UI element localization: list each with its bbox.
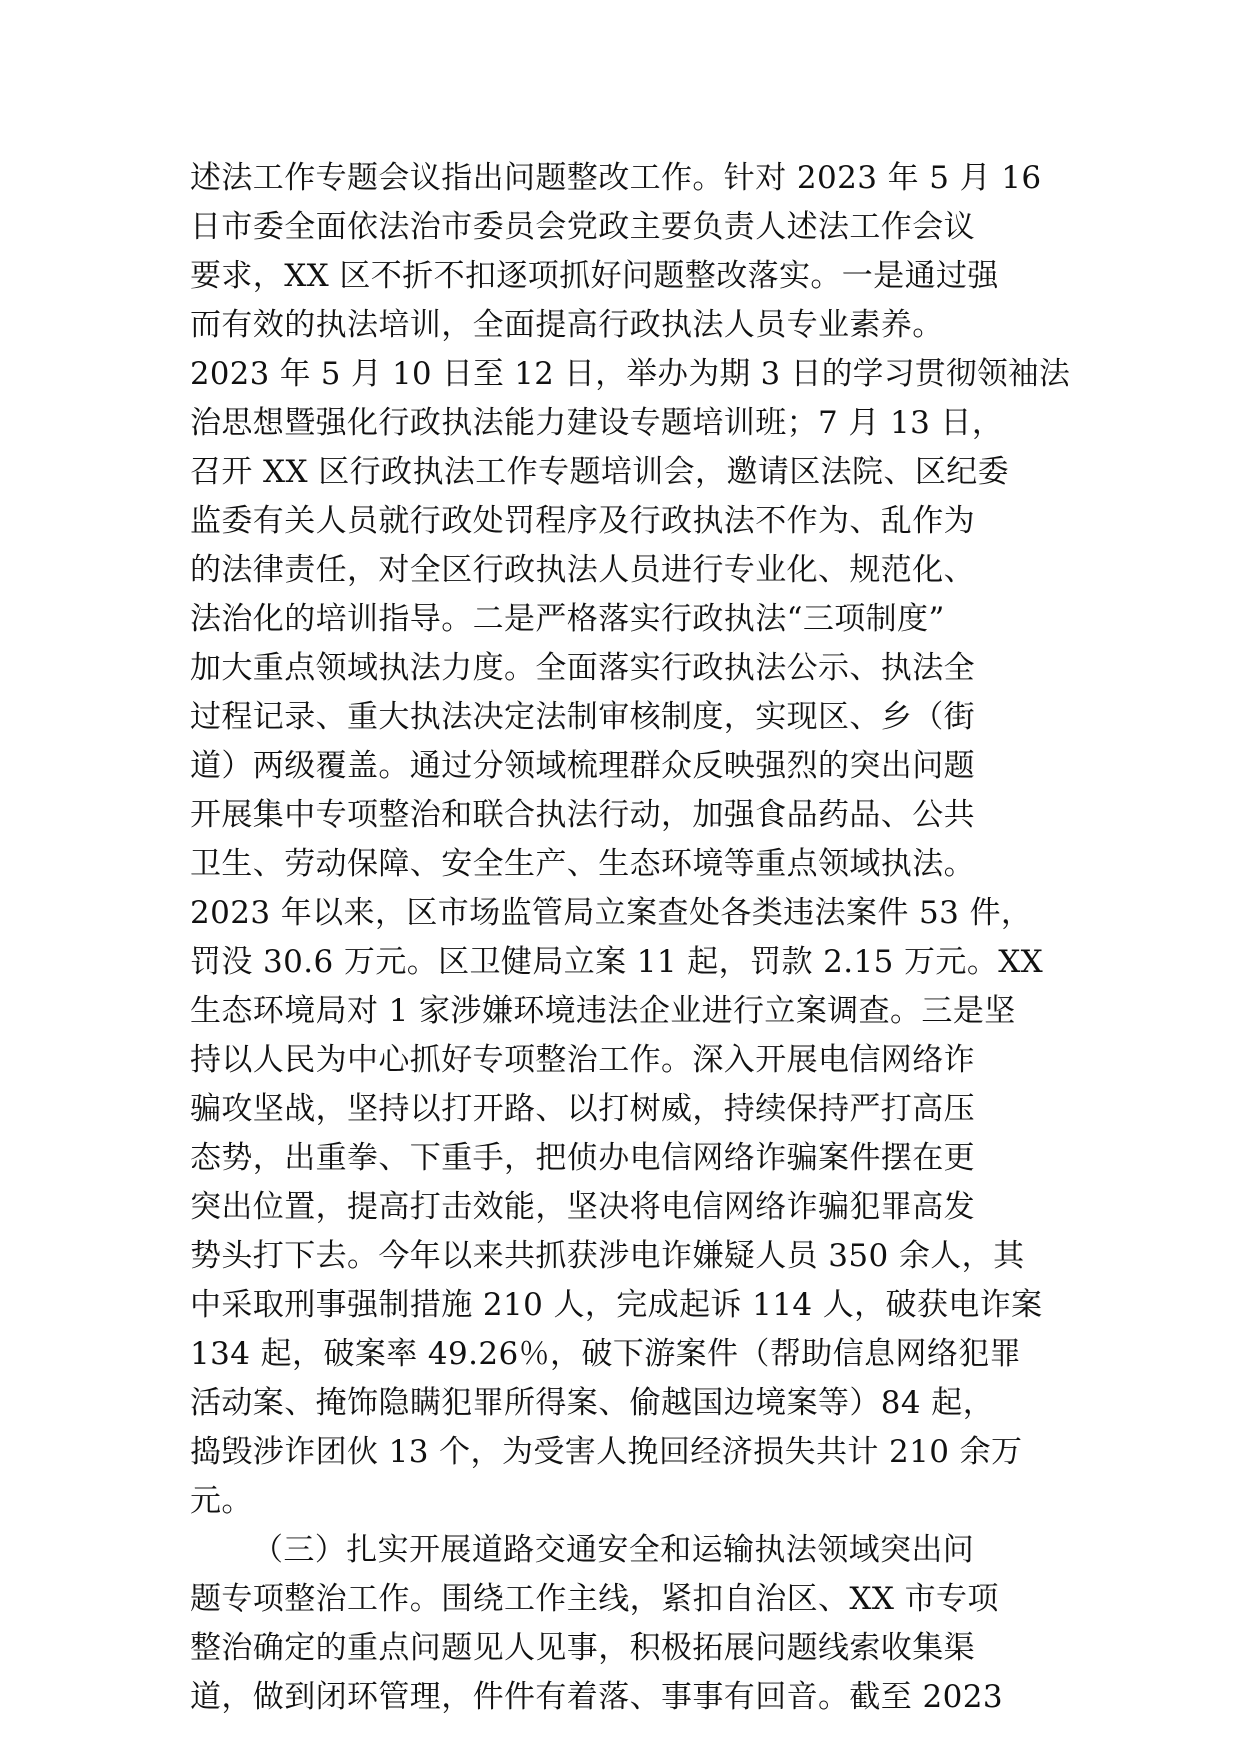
text-line: 过程记录、重大执法决定法制审核制度，实现区、乡（街 [190,699,975,735]
section-heading-line: （三）扎实开展道路交通安全和运输执法领域突出问 [252,1532,975,1568]
text-line: 活动案、掩饰隐瞒犯罪所得案、偷越国边境案等）84 起， [190,1385,995,1421]
text-line: 题专项整治工作。围绕工作主线，紧扣自治区、XX 市专项 [190,1581,999,1617]
text-line: 134 起，破案率 49.26％，破下游案件（帮助信息网络犯罪 [190,1336,1022,1372]
text-line: 监委有关人员就行政处罚程序及行政执法不作为、乱作为 [190,503,975,539]
text-line: 法治化的培训指导。二是严格落实行政执法“三项制度” [190,601,945,637]
text-line: 整治确定的重点问题见人见事，积极拓展问题线索收集渠 [190,1630,975,1666]
text-line: 捣毁涉诈团伙 13 个，为受害人挽回经济损失共计 210 余万 [190,1434,1023,1470]
text-line: 而有效的执法培训，全面提高行政执法人员专业素养。 [190,307,944,343]
text-line: 罚没 30.6 万元。区卫健局立案 11 起，罚款 2.15 万元。XX [190,944,1044,980]
text-line: 2023 年 5 月 10 日至 12 日，举办为期 3 日的学习贯彻领袖法 [190,356,1071,392]
text-line: 态势，出重拳、下重手，把侦办电信网络诈骗案件摆在更 [190,1140,975,1176]
text-line: 日市委全面依法治市委员会党政主要负责人述法工作会议 [190,209,975,245]
text-line: 加大重点领域执法力度。全面落实行政执法公示、执法全 [190,650,975,686]
text-line: 召开 XX 区行政执法工作专题培训会，邀请区法院、区纪委 [190,454,1010,490]
document-body [190,154,1070,1722]
text-line: 治思想暨强化行政执法能力建设专题培训班；7 月 13 日， [190,405,1004,441]
text-line: 的法律责任，对全区行政执法人员进行专业化、规范化、 [190,552,975,588]
text-line: 中采取刑事强制措施 210 人，完成起诉 114 人，破获电诈案 [190,1287,1043,1323]
text-line: 元。 [190,1483,253,1519]
text-line: 生态环境局对 1 家涉嫌环境违法企业进行立案调查。三是坚 [190,993,1016,1029]
text-line: 突出位置，提高打击效能，坚决将电信网络诈骗犯罪高发 [190,1189,975,1225]
text-line: 卫生、劳动保障、安全生产、生态环境等重点领域执法。 [190,846,975,882]
text-line: 2023 年以来，区市场监管局立案查处各类违法案件 53 件， [190,895,1033,931]
text-line: 骗攻坚战，坚持以打开路、以打树威，持续保持严打高压 [190,1091,975,1127]
text-line: 持以人民为中心抓好专项整治工作。深入开展电信网络诈 [190,1042,975,1078]
text-line: 道）两级覆盖。通过分领域梳理群众反映强烈的突出问题 [190,748,975,784]
text-line: 道，做到闭环管理，件件有着落、事事有回音。截至 2023 [190,1679,1003,1715]
text-line: 述法工作专题会议指出问题整改工作。针对 2023 年 5 月 16 [190,160,1042,196]
text-line: 要求，XX 区不折不扣逐项抓好问题整改落实。一是通过强 [190,258,999,294]
text-line: 开展集中专项整治和联合执法行动，加强食品药品、公共 [190,797,975,833]
text-line: 势头打下去。今年以来共抓获涉电诈嫌疑人员 350 余人，其 [190,1238,1025,1274]
